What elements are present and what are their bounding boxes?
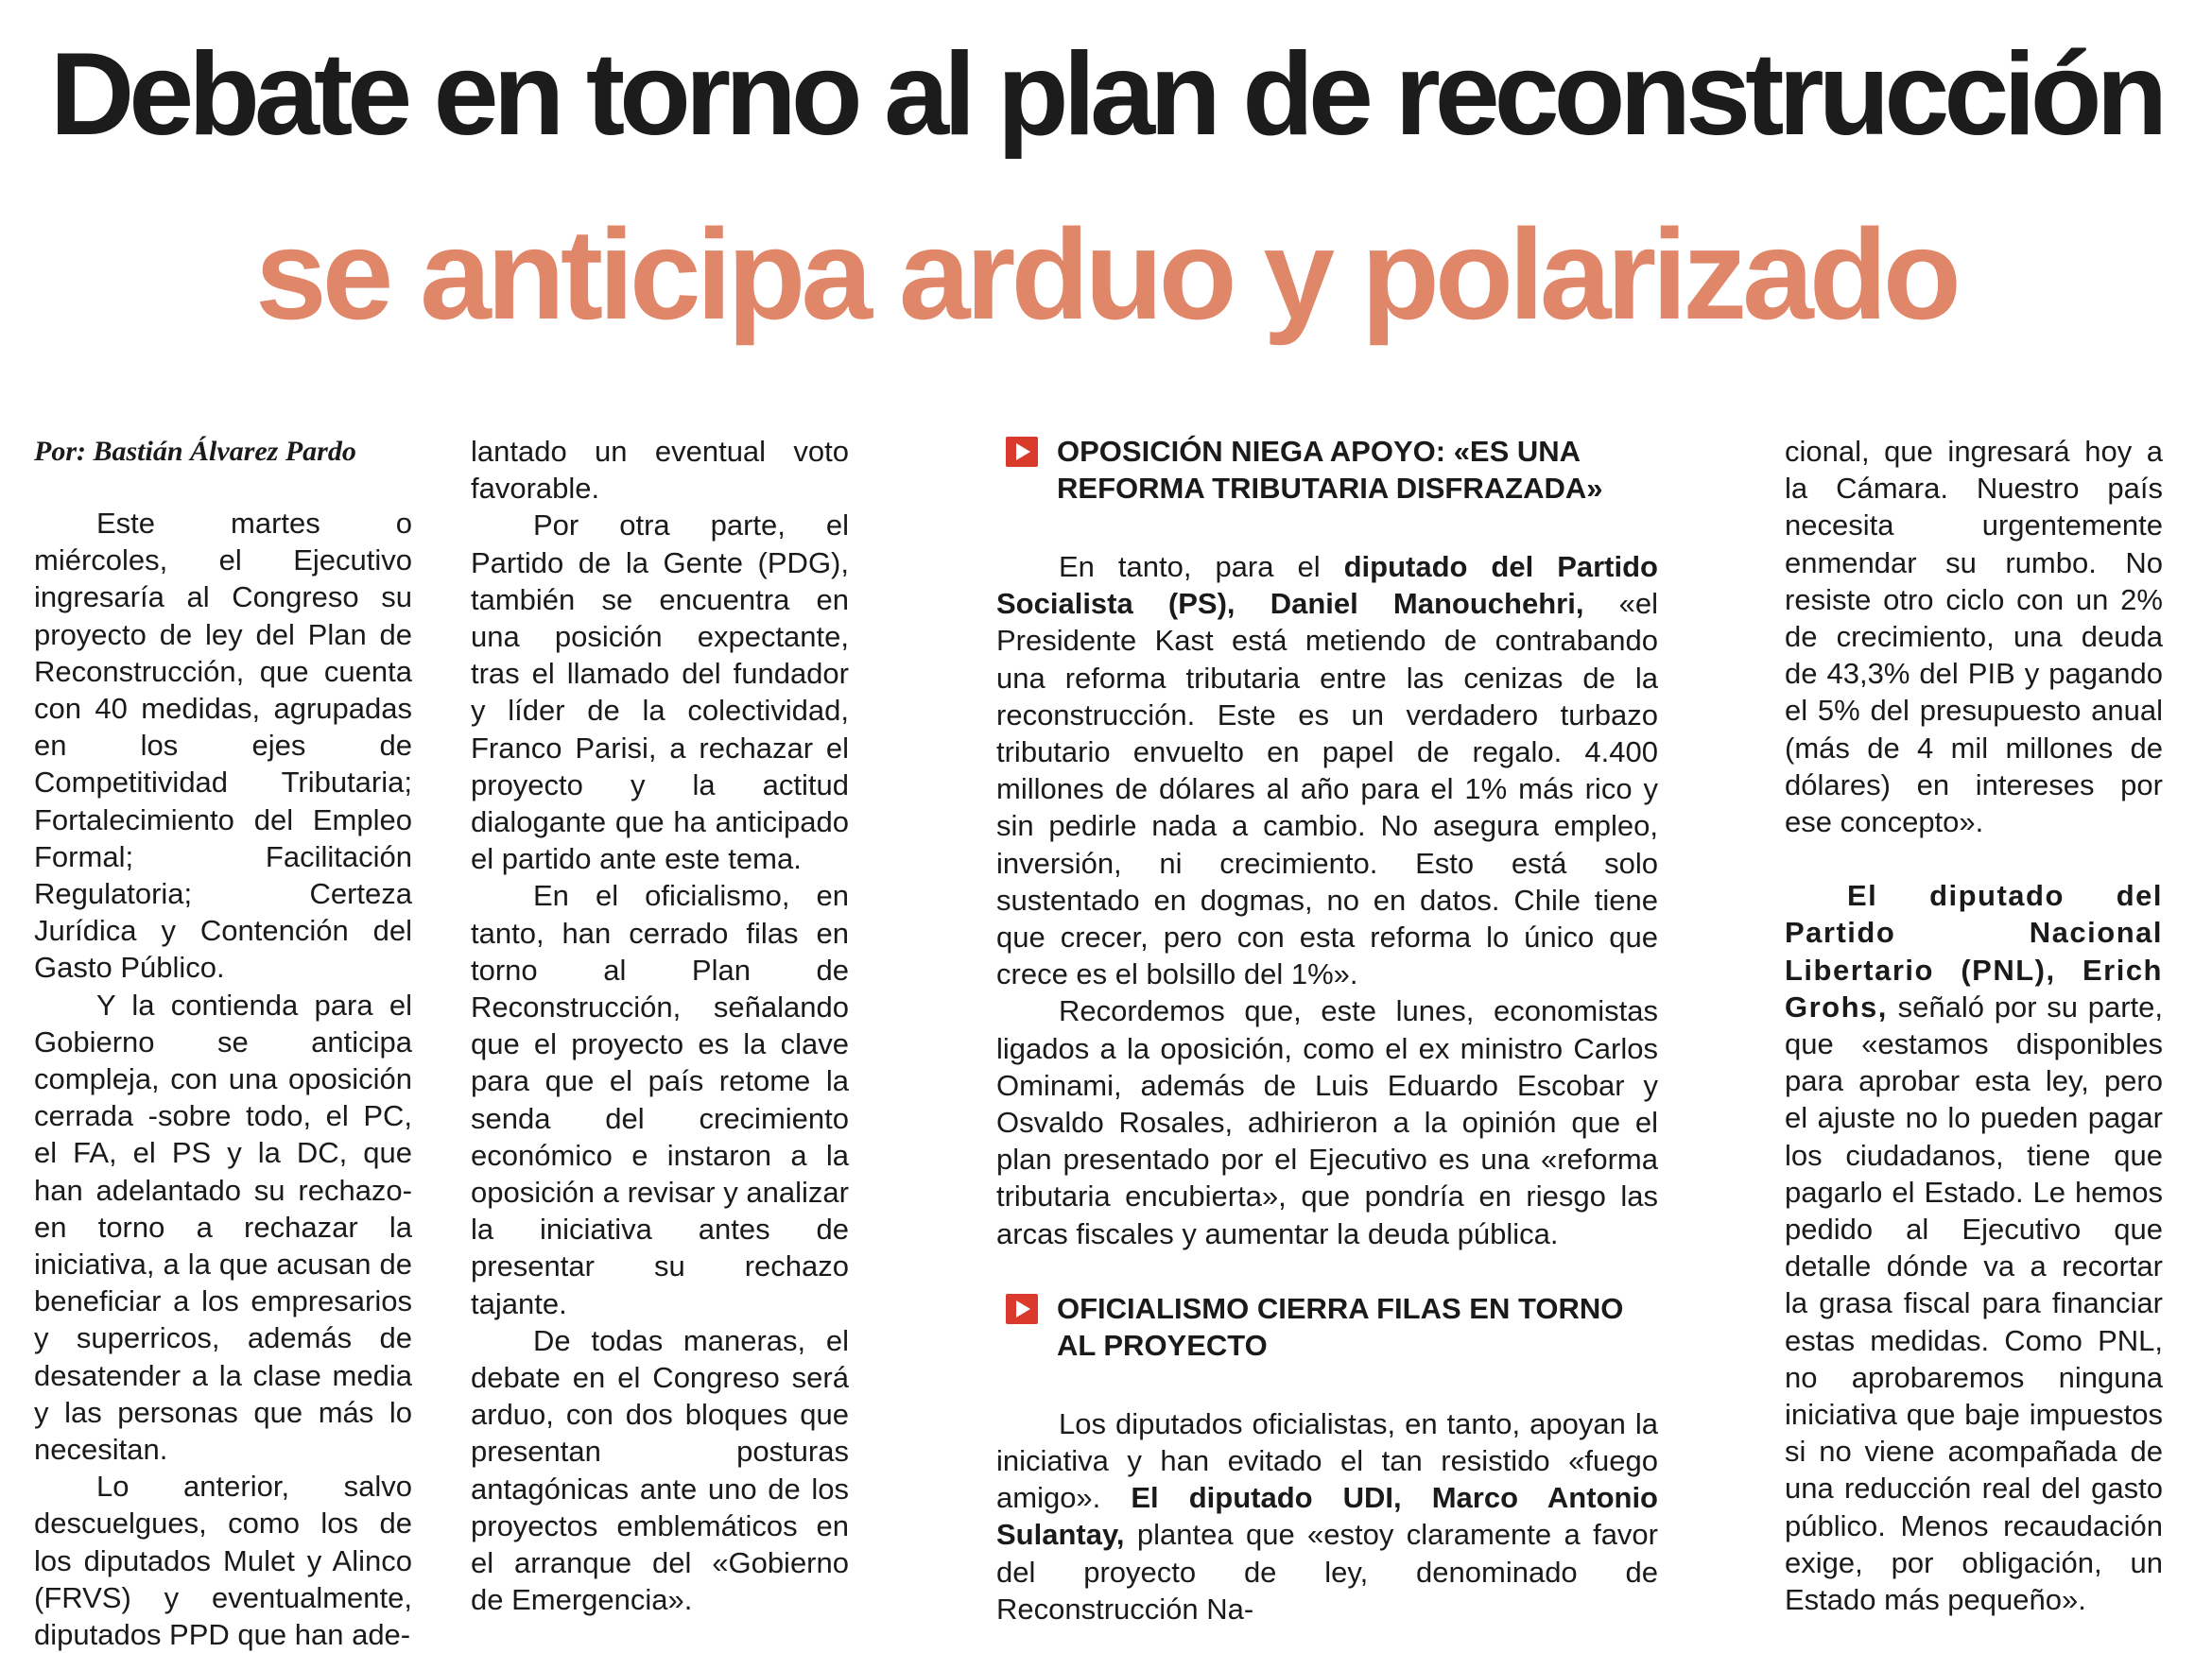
paragraph: Recordemos que, este lunes, economistas ligados a la oposición, como el ex ministro Carlos Ominami, además de Luis Eduardo Escobar y Osvaldo Rosales, adhirieron a la opinión que el plan presentado por el Ejecutivo es una «reforma tributaria encubierta», que pondría en riesgo las arcas fiscales y aumentar la deuda pública. xyxy=(996,994,1658,1250)
paragraph: lantado un eventual voto favorable. xyxy=(471,435,849,506)
paragraph-text: plantea que «estoy claramente a favor del proyecto de ley, denominado de Reconstrucción Na- xyxy=(996,1518,1658,1626)
paragraph xyxy=(996,1405,1658,1627)
paragraph-text: «el Presidente Kast está metiendo de contrabando una reforma tributaria entre las cenizas de la reconstrucción. Este es un verdadero turbazo tributario envuelto en papel de regalo. 4.400 millones de dólares al año para el 1% más rico y sin pedirle nada a cambio. No asegura empleo, inversión, ni crecimiento. Esto está solo sustentado en dogmas, no en datos. Chile tiene que crecer, pero con esta reforma lo único que crece es el bolsillo del 1%». xyxy=(996,587,1659,991)
paragraph-text: Los diputados oficialistas, en tanto, apoyan la iniciativa y han evitado el tan resistido «fuego amigo». xyxy=(996,1406,1658,1515)
paragraph-text: En tanto, para el xyxy=(1059,550,1344,583)
quoted-person: El diputado del Partido Nacional Libertario (PNL), Erich Grohs, xyxy=(1785,879,2163,1024)
paragraph: Lo anterior, salvo descuelgues, como los de los diputados Mulet y Alinco (FRVS) y eventualmente, diputados PPD que han ade- xyxy=(34,1470,412,1652)
paragraph: Y la contienda para el Gobierno se anticipa compleja, con una oposición cerrada -sobre todo, el PC, el FA, el PS y la DC, que han adelantado su rechazo- en torno a rechazar la iniciativa, a la que acusan de beneficiar a los empresarios y superricos, además de desatender a la clase media y las personas que más lo necesitan. xyxy=(34,988,412,1467)
article-column-1 xyxy=(34,433,412,1653)
paragraph: En el oficialismo, en tanto, han cerrado filas en torno al Plan de Reconstrucción, señalando que el proyecto es la clave para que el país retome la senda del crecimiento económico e instaron a la oposición a revisar y analizar la iniciativa antes de presentar su rechazo tajante. xyxy=(471,879,849,1320)
article-column-4 xyxy=(1785,433,2163,1618)
paragraph-text: señaló por su parte, que «estamos disponibles para aprobar esta ley, pero el ajuste no lo pueden pagar los ciudadanos, tiene que pagarlo el Estado. Le hemos pedido al Ejecutivo que detalle dónde va a recortar la grasa fiscal para financiar estas medidas. Como PNL, no aprobaremos ninguna iniciativa que baje impuestos si no viene acompañada de una reducción real del gasto público. Menos recaudación exige, por obligación, un Estado más pequeño». xyxy=(1785,990,2163,1617)
article-column-3 xyxy=(996,433,1658,1627)
play-arrow-icon xyxy=(1006,1294,1038,1324)
article-column-2 xyxy=(471,433,849,1619)
paragraph: cional, que ingresará hoy a la Cámara. Nuestro país necesita urgentemente enmendar su rumbo. No resiste otro ciclo con un 2% de crecimiento, una deuda de 43,3% del PIB y pagando el 5% del presupuesto anual (más de 4 mil millones de dólares) en intereses por ese concepto». xyxy=(1785,435,2163,839)
paragraph: Este martes o miércoles, el Ejecutivo ingresaría al Congreso su proyecto de ley del Plan de Reconstrucción, que cuenta con 40 medidas, agrupadas en los ejes de Competitividad Tributaria; Fortalecimiento del Empleo Formal; Facilitación Regulatoria; Certeza Jurídica y Contención del Gasto Público. xyxy=(34,507,412,985)
paragraph xyxy=(1785,877,2163,1618)
section-heading-oficialismo xyxy=(996,1290,1658,1364)
paragraph xyxy=(996,548,1658,992)
headline: Debate en torno al plan de reconstrucción xyxy=(49,29,2163,160)
paragraph: Por otra parte, el Partido de la Gente (PDG), también se encuentra en una posición expectante, tras el llamado del fundador y líder de la colectividad, Franco Parisi, a rechazar el proyecto y la actitud dialogante que ha anticipado el partido ante este tema. xyxy=(471,508,849,876)
section-title: OPOSICIÓN NIEGA APOYO: «ES UNA REFORMA TRIBUTARIA DISFRAZADA» xyxy=(1057,435,1603,505)
play-arrow-icon xyxy=(1006,437,1038,467)
quoted-person: diputado del Partido Socialista (PS), Daniel Manouchehri, xyxy=(996,550,1658,621)
paragraph: De todas maneras, el debate en el Congreso será arduo, con dos bloques que presentan posturas antagónicas ante uno de los proyectos emblemáticos en el arranque del «Gobierno de Emergencia». xyxy=(471,1323,849,1617)
section-heading-oposicion xyxy=(996,433,1658,507)
quoted-person: El diputado UDI, Marco Antonio Sulantay, xyxy=(996,1481,1658,1552)
subheadline: se anticipa arduo y polarizado xyxy=(255,202,1957,346)
section-title: OFICIALISMO CIERRA FILAS EN TORNO AL PROYECTO xyxy=(1057,1291,1624,1362)
byline: Por: Bastián Álvarez Pardo xyxy=(34,436,356,467)
